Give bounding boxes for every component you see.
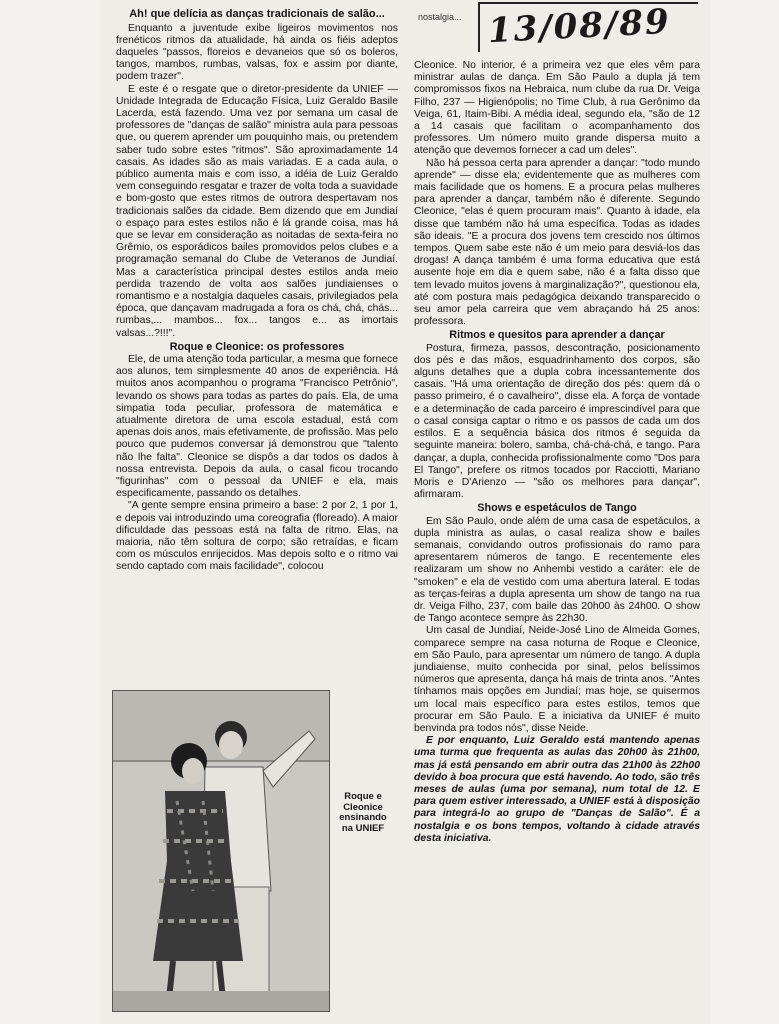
paragraph: Ele, de uma atenção toda particular, a mesma que fornece aos alunos, tem simplesmente 40 anos de experiência. Há muitos anos acompanhou o programa "Francisco Petrônio", levando os shows para todas as partes do país. Ela, de uma simpatia toda peculiar, professora de matemática e atualmente diretora de uma escola estadual, está com apenas dois anos, mais efetivamente, de profissão. Mas pelo pouco que pudemos conversar já demonstrou que "talento não lhe falta". Cleonice se dispôs a dar todos os dados à nossa entrevista. Depois da aula, o casal ficou trocando "figurinhas" com o pessoal da UNIEF e ela, mais especificamente, passando os detalhes. bbox=[116, 353, 398, 500]
paragraph: Não há pessoa certa para aprender a dançar: "todo mundo aprende" — disse ela; evidentemente que as mulheres com mais facilidade que os homens. E a procura pelas mulheres para aprender a dançar, também não é diferente. Segundo Cleonice, "elas é quem procuram mais". Quanto à idade, ela disse que também não há uma específica. Todas as idades são ideais. "E a procura dos jovens tem crescido nos últimos tempos. Quem sabe este não é um meio para desviá-los das drogas! A dança também é uma forma educativa que está ausente hoje em dia e quem sabe, não é a falta disso que tem levado muitos jovens à marginalização?", questionou ela, até com postura mais pedagógica deixando transparecido o seu amor pela carreira que vem abraçando há 25 anos: professora. bbox=[414, 157, 700, 328]
paragraph: "A gente sempre ensina primeiro a base: 2 por 2, 1 por 1, e depois vai introduzindo uma coreografia (floreado). A maior dificuldade das pessoas está na falta de ritmo. Elas, na maioria, não têm soltura de corpo; são retraídas, e ficam com os músculos enrijecidos. Mas depois solto e o ritmo vai sendo captado com mais facilidade", colocou bbox=[116, 500, 398, 573]
article-headline: Ah! que delícia as danças tradicionais de salão... bbox=[129, 8, 385, 20]
paragraph: Um casal de Jundiaí, Neide-José Lino de Almeida Gomes, comparece sempre na casa noturna de Roque e Cleonice, em São Paulo, para apresentar um número de tango. A dupla jundiaiense, muito conhecida por sinal, pelos belíssimos números que apresenta, dança há mais de trinta anos. "Antes tínhamos mais opções em Jundiaí; mas hoje, se quisermos um local mais específico para estes estilos, temos que procurar em São Paulo. E a iniciativa da UNIEF é muito benvinda pra todos nós", disse Neide. bbox=[414, 625, 700, 734]
paragraph: Enquanto a juventude exibe ligeiros movimentos nos frenéticos ritmos da atualidade, há ainda os fiéis adeptos daqueles "passos, floreios e devaneios que só os boleros, tangos, mambos, rumbas, valsas, fox e assim por diante, podem trazer". bbox=[116, 22, 398, 83]
subheading-ritmos: Ritmos e quesitos para aprender a dançar bbox=[449, 329, 665, 342]
section-label: nostalgia... bbox=[418, 12, 462, 22]
subheading-professores: Roque e Cleonice: os professores bbox=[169, 340, 345, 353]
paragraph: Postura, firmeza, passos, descontração, posicionamento dos pés e das mãos, esquadrinhamento dos corpos, são alguns detalhes que a dupla cobra incessantemente dos casais. "Há uma orientação de direção dos pés: quem dá o passo primeiro, é o cavalheiro", disse ela. A força de vontade e a determinação de cada parceiro é imprescindível para que o casal consiga captar o ritmo e os passos de cada um dos estilos. E a sequência básica dos ritmos é seguida da seguinte maneira: bolero, samba, chá-chá-chá, e tango. Para dançar, a dupla, conhecida profissionalmente como "Dos para El Tango", prefere os ritmos tocados por Racciotti, Mariano Moris e D'Arienzo — "são os melhores para dançar", afirmaram. bbox=[414, 342, 700, 501]
handwritten-date: 13/08/89 bbox=[486, 1, 672, 52]
subheading-shows: Shows e espetáculos de Tango bbox=[477, 502, 637, 515]
photo-caption: Roque e Cleonice ensinando na UNIEF bbox=[339, 791, 387, 834]
right-column bbox=[414, 60, 700, 845]
closing-paragraph: E por enquanto, Luiz Geraldo está mantendo apenas uma turma que frequenta as aulas das 20h00 às 21h00, mas já está pensando em abrir outra das 21h00 às 22h00 devido à boa procura que está havendo. Ao todo, são três meses de aulas (uma por semana), num total de 12. E para quem estiver interessado, a UNIEF está à disposição para integrá-lo ao grupo de "Danças de Salão". É a nostalgia e os bons tempos, voltando à cidade através desta iniciativa. bbox=[414, 735, 700, 844]
paragraph: E este é o resgate que o diretor-presidente da UNIEF — Unidade Integrada de Educação Física, Luiz Geraldo Basile Lacerda, está fazendo. Uma vez por semana um casal de professores de "danças de salão" ministra aula para pessoas que, ou querem aprender um pouquinho mais, ou pretendem saber tudo sobre estes "ritmos". São aproximadamente 14 casais. As idades são as mais variadas. E a cada aula, o público aumenta mais e com isso, a idéia de Luiz Geraldo vem conseguindo resgatar e trazer de volta toda a suavidade e bom-gosto que estes ritmos de outrora despertavam nos tradicionais salões da cidade. Bem dizendo que em Jundiaí o espaço para estes estilos não é lá grande coisa, mas há que se levar em consideração as noitadas de sexta-feira no Grêmio, os esporádicos bailes promovidos pelos clubes e a programação semanal do Clube de Veteranos de Jundiaí. Mas a característica principal destes estilos anda meio perdida trazendo de volta aos salões jundiaienses o romantismo e a nostalgia daqueles casais, privilegiados pela época, que dançavam madrugada a fora os chá, chá, chás... rumbas,... mambos... fox... tangos e... as imortais valsas...?!!!". bbox=[116, 83, 398, 339]
dancing-couple-photo bbox=[112, 690, 330, 1012]
paragraph: Em São Paulo, onde além de uma casa de espetáculos, a dupla ministra as aulas, o casal realiza show e bailes semanais, convidando outros profissionais do ramo para apresentarem números de tango. E recentemente eles realizaram um show no Anhembi vestido a caráter: ele de "smoken" e ela de vestido com uma abertura lateral. E todas as terças-feiras a dupla apresenta um show de tango na rua dr. Veiga Filho, 237, com baile das 20h00 às 24h00. O show de Tango acontece sempre às 22h30. bbox=[414, 515, 700, 625]
paragraph: Cleonice. No interior, é a primeira vez que eles vêm para ministrar aulas de dança. Em São Paulo a dupla já tem compromissos fixos na Hebraica, num clube da rua Dr. Veiga Filho, 237 — Higienópolis; no Time Club, à rua Gerônimo da Veiga, 61, Itaim-Bibi. A média ideal, segundo ela, "são de 12 a 14 casais que facilitam o acompanhamento dos professores. Um número muito grande dispersa muito a atenção que devemos fornecer a cad um deles". bbox=[414, 60, 700, 157]
left-column bbox=[116, 8, 398, 574]
